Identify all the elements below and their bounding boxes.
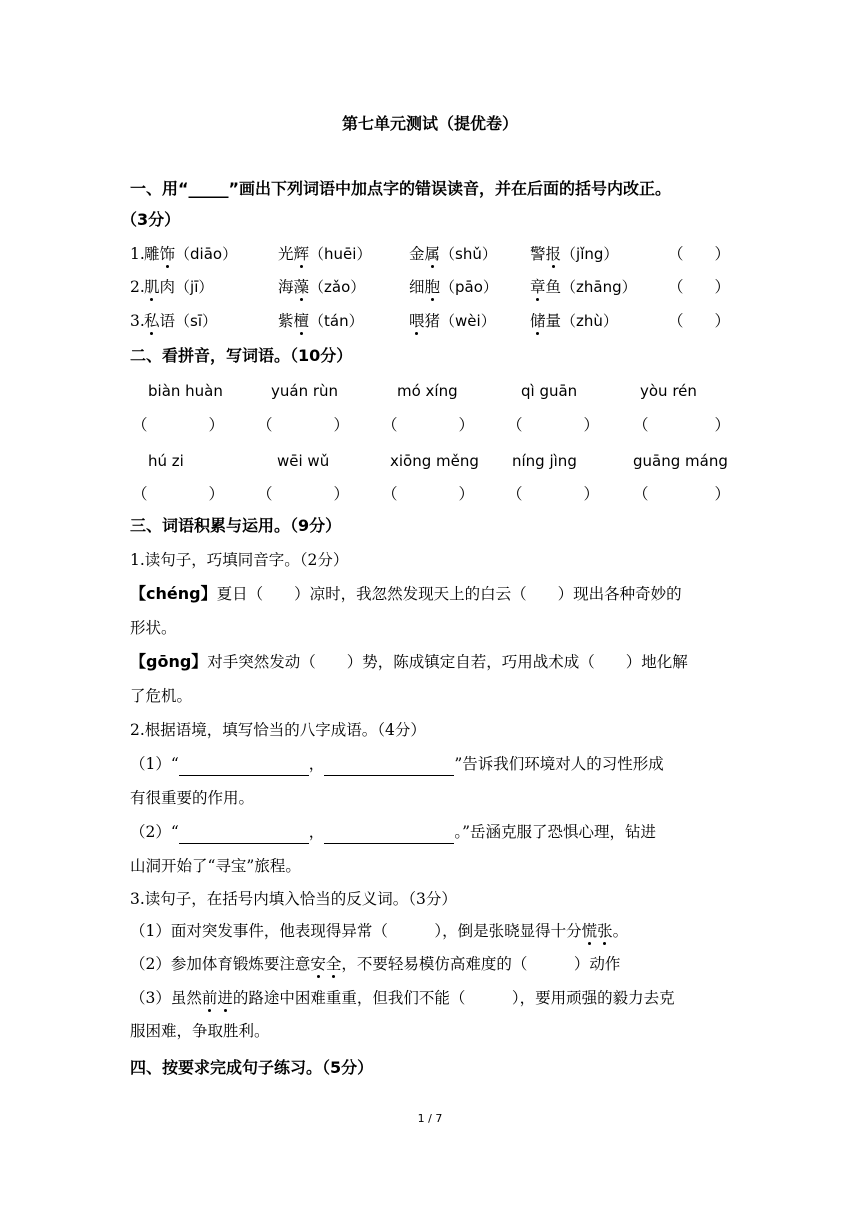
- q3-sub3-title: 3.读句子，在括号内填入恰当的反义词。（3分）: [130, 890, 457, 908]
- idiom-q1-line1: （1）“ ， ”告诉我们环境对人的习性形成: [130, 753, 730, 776]
- word-item: 雕饰（diāo）: [144, 245, 238, 263]
- fill-blank[interactable]: [324, 753, 454, 776]
- pinyin-label: yòu rén: [640, 382, 697, 400]
- idiom-q2-line2: 山洞开始了“寻宝”旅程。: [130, 857, 301, 875]
- q3-sub1-title: 1.读句子，巧填同音字。（2分）: [130, 551, 349, 569]
- antonym-q1: （1）面对突发事件，他表现得异常（ ），倒是张晓显得十分慌张。: [130, 922, 629, 940]
- idiom-q2-line1: （2）“ ， 。”岳涵克服了恐惧心理，钻进: [130, 821, 730, 844]
- word-item: 喂猪（wèi）: [409, 312, 496, 330]
- word-item: 肌肉（jī）: [144, 278, 214, 296]
- antonym-q2: （2）参加体育锻炼要注意安全，不要轻易模仿高难度的（ ）动作: [130, 955, 621, 973]
- q1-row-2: 2. 肌肉（jī） 海藻（zǎo） 细胞（pāo） 章鱼（zhāng） （ ）: [130, 278, 730, 296]
- pinyin-label: mó xíng: [397, 382, 458, 400]
- word-item: 金属（shǔ）: [409, 245, 497, 263]
- page-title: 第七单元测试（提优卷）: [341, 114, 518, 133]
- gong-sentence-line1: 【gōng】对手突然发动（ ）势，陈成镇定自若，巧用战术成（ ）地化解: [130, 652, 688, 671]
- pinyin-label: guāng máng: [633, 452, 728, 470]
- row-number: 3.: [130, 312, 145, 330]
- fill-blank[interactable]: [179, 753, 309, 776]
- pinyin-row-1: [130, 380, 730, 402]
- antonym-q3-line2: 服困难，争取胜利。: [130, 1022, 270, 1040]
- pinyin-label: biàn huàn: [148, 382, 223, 400]
- pinyin-label: wēi wǔ: [277, 452, 330, 470]
- page-number: 1 / 7: [417, 1112, 443, 1125]
- word-item: 细胞（pāo）: [409, 278, 498, 296]
- q2-heading: 二、看拼音，写词语。（10分）: [130, 346, 353, 365]
- q1-row-1: 1. 雕饰（diāo） 光辉（huēi） 金属（shǔ） 警报（jǐng） （ ）: [130, 245, 730, 263]
- word-item: 紫檀（tán）: [278, 312, 364, 330]
- pinyin-label: hú zi: [148, 452, 184, 470]
- idiom-q1-line2: 有很重要的作用。: [130, 789, 255, 807]
- pinyin-label: xiōng měng: [390, 452, 479, 470]
- q4-heading: 四、按要求完成句子练习。（5分）: [130, 1058, 374, 1077]
- gong-tag: 【gōng】: [130, 652, 208, 671]
- pinyin-label: qì guān: [521, 382, 578, 400]
- cheng-sentence-line1: 【chéng】夏日（ ）凉时，我忽然发现天上的白云（ ）现出各种奇妙的: [130, 584, 682, 603]
- q3-heading: 三、词语积累与运用。（9分）: [130, 516, 342, 535]
- word-item: 私语（sī）: [144, 312, 218, 330]
- cheng-tag: 【chéng】: [130, 584, 217, 603]
- word-item: 海藻（zǎo）: [278, 278, 366, 296]
- pinyin-label: yuán rùn: [271, 382, 339, 400]
- word-item: 警报（jǐng）: [530, 245, 619, 263]
- answer-row-1: （ ） （ ） （ ） （ ） （ ）: [132, 416, 730, 434]
- answer-row-2: （ ） （ ） （ ） （ ） （ ）: [132, 485, 730, 503]
- word-item: 章鱼（zhāng）: [530, 278, 637, 296]
- word-item: 光辉（huēi）: [278, 245, 372, 263]
- cheng-sentence-line2: 形状。: [130, 619, 177, 637]
- q1-row-3: 3. 私语（sī） 紫檀（tán） 喂猪（wèi） 储量（zhù） （ ）: [130, 312, 730, 330]
- gong-sentence-line2: 了危机。: [130, 687, 193, 705]
- fill-blank[interactable]: [324, 821, 454, 844]
- q1-score: （3分）: [121, 210, 181, 229]
- pinyin-row-2: [130, 450, 730, 472]
- q1-heading: 一、用“_____”画出下列词语中加点字的错误读音，并在后面的括号内改正。: [130, 179, 672, 198]
- antonym-q3-line1: （3）虽然前进的路途中困难重重，但我们不能（ ），要用顽强的毅力去克: [130, 989, 675, 1007]
- q3-sub2-title: 2.根据语境，填写恰当的八字成语。（4分）: [130, 721, 426, 739]
- pinyin-label: níng jìng: [512, 452, 577, 470]
- fill-blank[interactable]: [179, 821, 309, 844]
- row-number: 1.: [130, 245, 145, 263]
- row-number: 2.: [130, 278, 145, 296]
- word-item: 储量（zhù）: [530, 312, 618, 330]
